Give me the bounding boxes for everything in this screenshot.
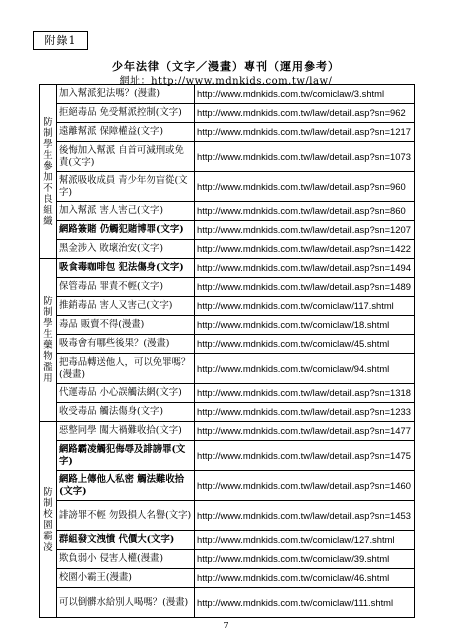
- appendix-label: 附錄1: [33, 31, 88, 50]
- table-row: [40, 172, 415, 202]
- table-row: [40, 501, 415, 531]
- article-title: 代運毒品 小心誤觸法網(文字): [57, 384, 195, 403]
- article-url-link[interactable]: http://www.mdnkids.com.tw/law/detail.asp?sn=1475: [195, 441, 415, 471]
- article-title: 吸食毒咖啡包 犯法傷身(文字): [57, 259, 195, 278]
- article-title: 網路簽賭 仍觸犯賭博罪(文字): [57, 221, 195, 240]
- article-url-link[interactable]: http://www.mdnkids.com.tw/comiclaw/111.shtml: [195, 588, 415, 618]
- article-title: 誹謗罪不輕 勿毀損人名譽(文字): [57, 501, 195, 531]
- table-row: [40, 403, 415, 422]
- article-title: 推銷毒品 害人又害己(文字): [57, 297, 195, 316]
- article-url-link[interactable]: http://www.mdnkids.com.tw/comiclaw/127.shtml: [195, 531, 415, 550]
- table-row: [40, 441, 415, 471]
- article-title: 網路上傳他人私密 觸法難收拾(文字): [57, 471, 195, 501]
- table-row: [40, 240, 415, 259]
- article-title: 校園小霸王(漫畫): [57, 569, 195, 588]
- article-url-link[interactable]: http://www.mdnkids.com.tw/comiclaw/18.shtml: [195, 316, 415, 335]
- article-url-link[interactable]: http://www.mdnkids.com.tw/law/detail.asp?sn=1233: [195, 403, 415, 422]
- table-row: [40, 297, 415, 316]
- article-url-link[interactable]: http://www.mdnkids.com.tw/comiclaw/117.shtml: [195, 297, 415, 316]
- website-line: 網址：http://www.mdnkids.com.tw/law/: [119, 76, 333, 87]
- article-title: 遠離幫派 保障權益(文字): [57, 123, 195, 142]
- document-title: 少年法律（文字／漫畫）專刊（運用參考）: [112, 60, 340, 73]
- table-row: [40, 588, 415, 618]
- article-title: 保管毒品 罪責不輕(文字): [57, 278, 195, 297]
- article-url-link[interactable]: http://www.mdnkids.com.tw/law/detail.asp?sn=1318: [195, 384, 415, 403]
- article-title: 把毒品轉送他人，可以免罪嗎？(漫畫): [57, 354, 195, 384]
- article-title: 後悔加入幫派 自首可減刑或免責(文字): [57, 142, 195, 172]
- article-url-link[interactable]: http://www.mdnkids.com.tw/law/detail.asp?sn=960: [195, 172, 415, 202]
- article-url-link[interactable]: http://www.mdnkids.com.tw/comiclaw/46.shtml: [195, 569, 415, 588]
- article-url-link[interactable]: http://www.mdnkids.com.tw/comiclaw/3.shtml: [195, 85, 415, 104]
- table-row: [40, 471, 415, 501]
- table-row: [40, 221, 415, 240]
- article-url-link[interactable]: http://www.mdnkids.com.tw/law/detail.asp?sn=1489: [195, 278, 415, 297]
- table-row: [40, 384, 415, 403]
- category-label: 防制學生參加不良組織: [43, 116, 53, 227]
- table-row: [40, 354, 415, 384]
- articles-table: [39, 84, 415, 618]
- article-url-link[interactable]: http://www.mdnkids.com.tw/comiclaw/39.shtml: [195, 550, 415, 569]
- article-title: 網路霸凌觸犯侮辱及誹謗罪(文字): [57, 441, 195, 471]
- table-row: [40, 550, 415, 569]
- article-url-link[interactable]: http://www.mdnkids.com.tw/law/detail.asp?sn=1422: [195, 240, 415, 259]
- article-title: 欺負弱小 侵害人權(漫畫): [57, 550, 195, 569]
- article-url-link[interactable]: http://www.mdnkids.com.tw/law/detail.asp?sn=1207: [195, 221, 415, 240]
- article-title: 拒絕毒品 免受幫派控制(文字): [57, 104, 195, 123]
- article-url-link[interactable]: http://www.mdnkids.com.tw/comiclaw/94.shtml: [195, 354, 415, 384]
- category-cell: [40, 422, 57, 618]
- category-cell: [40, 259, 57, 422]
- article-title: 群組發文洩憤 代價大(文字): [57, 531, 195, 550]
- article-title: 幫派吸收成員 青少年勿盲從(文字): [57, 172, 195, 202]
- article-url-link[interactable]: http://www.mdnkids.com.tw/law/detail.asp?sn=1477: [195, 422, 415, 441]
- article-url-link[interactable]: http://www.mdnkids.com.tw/comiclaw/45.shtml: [195, 335, 415, 354]
- table-row: [40, 335, 415, 354]
- article-url-link[interactable]: http://www.mdnkids.com.tw/law/detail.asp?sn=1453: [195, 501, 415, 531]
- table-row: [40, 259, 415, 278]
- article-url-link[interactable]: http://www.mdnkids.com.tw/law/detail.asp?sn=1217: [195, 123, 415, 142]
- article-url-link[interactable]: http://www.mdnkids.com.tw/law/detail.asp?sn=1494: [195, 259, 415, 278]
- article-title: 毒品 販賣不得(漫畫): [57, 316, 195, 335]
- table-row: [40, 422, 415, 441]
- article-title: 加入幫派犯法嗎？(漫畫): [57, 85, 195, 104]
- article-title: 吸毒會有哪些後果？(漫畫): [57, 335, 195, 354]
- table-row: [40, 531, 415, 550]
- table-row: [40, 316, 415, 335]
- category-cell: [40, 85, 57, 259]
- article-url-link[interactable]: http://www.mdnkids.com.tw/law/detail.asp?sn=1073: [195, 142, 415, 172]
- table-row: [40, 123, 415, 142]
- article-url-link[interactable]: http://www.mdnkids.com.tw/law/detail.asp?sn=1460: [195, 471, 415, 501]
- article-url-link[interactable]: http://www.mdnkids.com.tw/law/detail.asp?sn=962: [195, 104, 415, 123]
- table-row: [40, 142, 415, 172]
- article-title: 可以倒髒水給別人喝嗎？(漫畫): [57, 588, 195, 618]
- table-row: [40, 278, 415, 297]
- article-title: 惡整同學 闖大禍難收拾(文字): [57, 422, 195, 441]
- category-label: 防制學生藥物濫用: [43, 296, 53, 384]
- article-title: 加入幫派 害人害己(文字): [57, 202, 195, 221]
- table-row: [40, 104, 415, 123]
- table-row: [40, 569, 415, 588]
- page-number: 7: [223, 621, 229, 630]
- category-label: 防制校園霸凌: [43, 486, 53, 553]
- table-row: [40, 85, 415, 104]
- article-title: 收受毒品 觸法傷身(文字): [57, 403, 195, 422]
- article-url-link[interactable]: http://www.mdnkids.com.tw/law/detail.asp?sn=860: [195, 202, 415, 221]
- article-title: 黑金涉入 敗壞治安(文字): [57, 240, 195, 259]
- table-row: [40, 202, 415, 221]
